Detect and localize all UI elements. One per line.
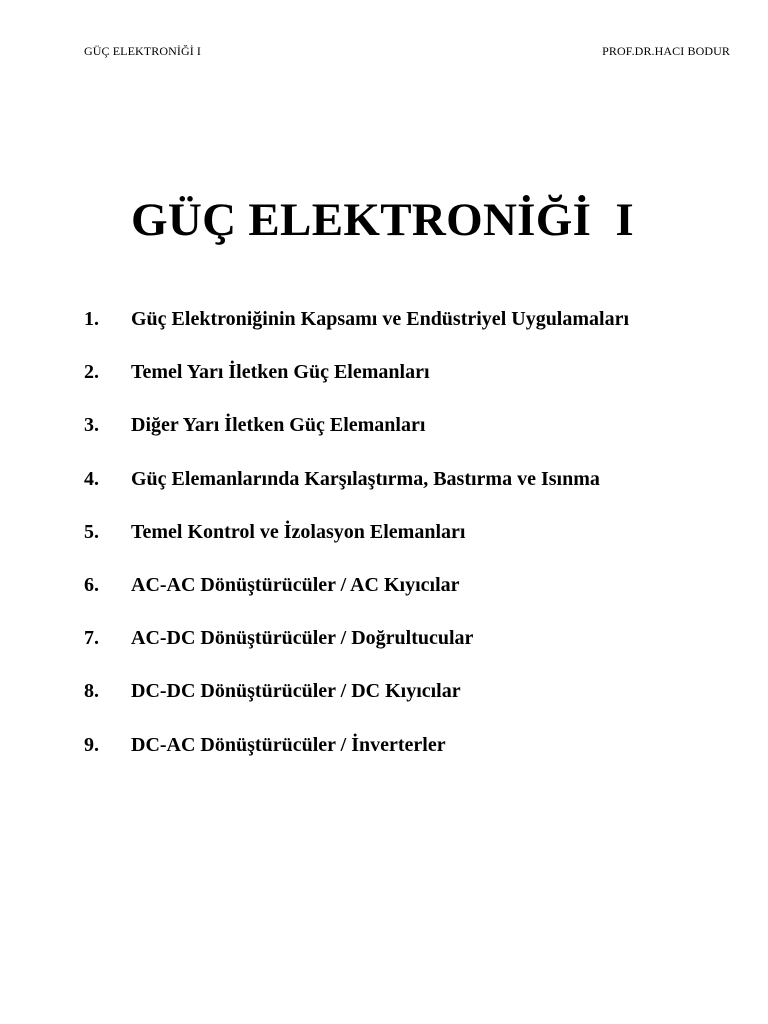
toc-item: [84, 414, 629, 467]
toc-item-number: 5.: [84, 520, 99, 543]
toc-item-text: DC-DC Dönüştürücüler / DC Kıyıcılar: [131, 680, 461, 703]
toc-item-text: Temel Yarı İletken Güç Elemanları: [131, 361, 430, 384]
toc-item-number: 1.: [84, 308, 99, 330]
toc-item-number: 4.: [84, 467, 99, 490]
toc-item-number: 3.: [84, 414, 99, 437]
header-course-title: GÜÇ ELEKTRONİĞİ I: [84, 44, 202, 58]
toc-item: [84, 734, 629, 787]
page-header: [84, 44, 730, 59]
toc-item: [84, 521, 629, 574]
toc-item-text: Güç Elemanlarında Karşılaştırma, Bastırma ve Isınma: [131, 467, 600, 490]
toc-item-text: AC-DC Dönüştürücüler / Doğrultucular: [131, 627, 474, 650]
toc-item-text: AC-AC Dönüştürücüler / AC Kıyıcılar: [131, 573, 460, 596]
toc-item-number: 6.: [84, 573, 99, 596]
toc-item: [84, 627, 629, 680]
toc-item-text: DC-AC Dönüştürücüler / İnverterler: [131, 733, 446, 756]
document-title: GÜÇ ELEKTRONİĞİ I: [131, 194, 634, 246]
toc-item: [84, 308, 629, 361]
toc-item: [84, 361, 629, 414]
header-author: PROF.DR.HACI BODUR: [602, 44, 730, 58]
toc-item: [84, 680, 629, 733]
toc-item-number: 2.: [84, 361, 99, 384]
toc-item-number: 8.: [84, 680, 99, 703]
table-of-contents: [84, 308, 629, 787]
toc-item-text: Diğer Yarı İletken Güç Elemanları: [131, 414, 426, 437]
toc-item-text: Güç Elektroniğinin Kapsamı ve Endüstriyel Uygulamaları: [131, 308, 630, 330]
toc-item: [84, 574, 629, 627]
toc-item-number: 7.: [84, 627, 99, 650]
toc-item-number: 9.: [84, 733, 99, 756]
toc-item-text: Temel Kontrol ve İzolasyon Elemanları: [131, 520, 466, 543]
toc-item: [84, 468, 629, 521]
